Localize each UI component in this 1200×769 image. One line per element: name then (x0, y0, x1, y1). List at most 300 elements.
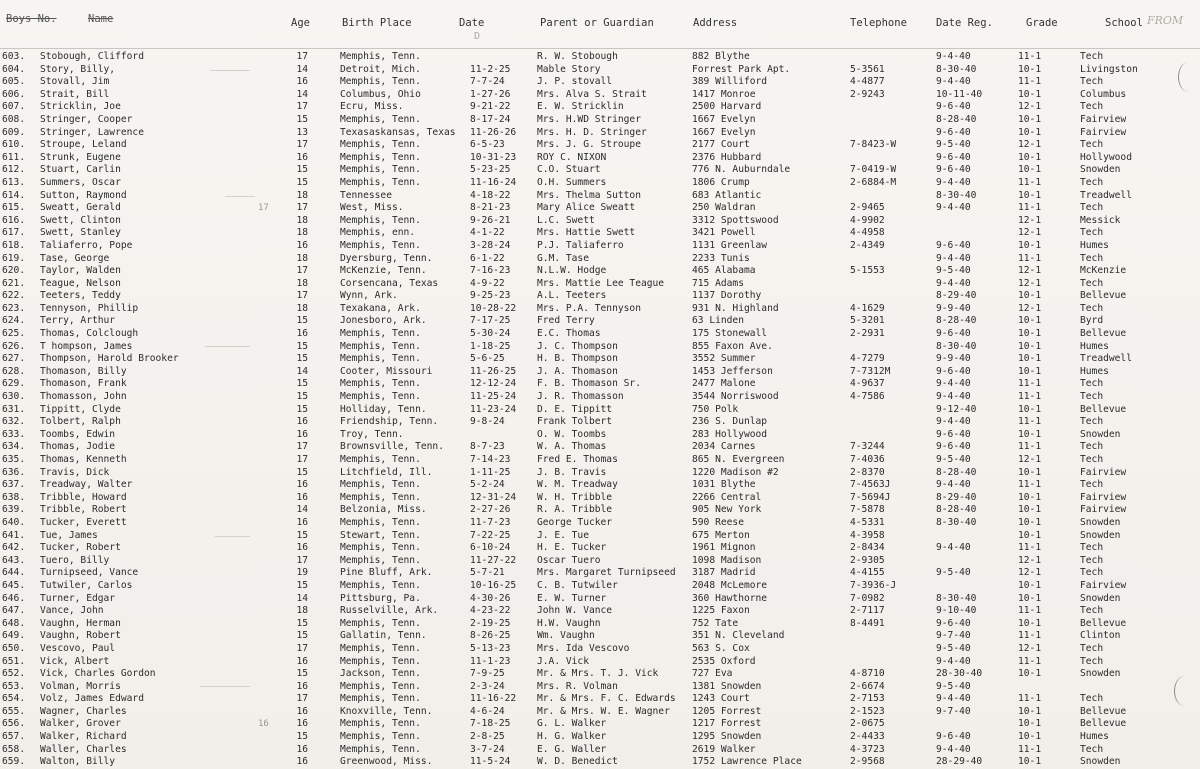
table-row (0, 114, 1200, 127)
grade-cell: 10-1 (1018, 340, 1042, 352)
student-number-cell: 629. (2, 378, 26, 390)
birth-place-cell: Memphis, Tenn. (340, 51, 421, 62)
birth-place-cell: Memphis, Tenn. (340, 239, 421, 251)
parent-guardian-cell: W. M. Treadway (537, 479, 618, 491)
telephone-cell: 4-3958 (850, 529, 885, 541)
date-registered-cell: 9-4-40 (936, 743, 971, 755)
grade-cell: 10-1 (1018, 617, 1042, 629)
grade-cell: 11-1 (1018, 693, 1042, 705)
grade-cell: 11-1 (1018, 391, 1042, 403)
date-registered-cell: 9-4-40 (936, 202, 971, 214)
table-row (0, 89, 1200, 102)
grade-cell: 10-1 (1018, 290, 1042, 302)
table-row (0, 152, 1200, 165)
table-row (0, 278, 1200, 291)
school-from-cell: Tech (1080, 554, 1104, 566)
school-from-cell: Tech (1080, 693, 1104, 705)
address-cell: 1098 Madison (692, 554, 762, 566)
grade-cell: 10-1 (1018, 151, 1042, 163)
school-from-cell: Tech (1080, 51, 1104, 62)
table-row (0, 643, 1200, 656)
parent-guardian-cell: D. E. Tippitt (537, 403, 613, 415)
parent-guardian-cell: R. A. Tribble (537, 504, 613, 516)
birth-place-cell: Pittsburg, Pa. (340, 592, 421, 604)
telephone-cell: 7-4563J (850, 479, 891, 491)
parent-guardian-cell: Mrs. P.A. Tennyson (537, 302, 641, 314)
birth-date-cell: 4-9-22 (470, 277, 505, 289)
birth-date-cell: 1-27-26 (470, 88, 511, 100)
birth-place-cell: Memphis, Tenn. (340, 718, 421, 730)
birth-date-cell: 11-26-25 (470, 365, 517, 377)
birth-place-cell: Memphis, Tenn. (340, 542, 421, 554)
student-name-cell: Vance, John (40, 605, 104, 617)
birth-date-cell: 11-25-24 (470, 391, 517, 403)
student-number-cell: 626. (2, 340, 26, 352)
student-name-cell: Tutwiler, Carlos (40, 579, 133, 591)
grade-cell: 10-1 (1018, 328, 1042, 340)
student-name-cell: T hompson, James (40, 340, 133, 352)
student-name-cell: Thomas, Kenneth (40, 454, 127, 465)
school-from-cell: Columbus (1080, 88, 1127, 100)
age-cell: 18 (296, 214, 308, 226)
age-cell: 19 (296, 567, 308, 579)
telephone-cell: 2-9568 (850, 756, 885, 768)
school-from-cell: Fairview (1080, 504, 1127, 516)
age-cell: 17 (296, 101, 308, 113)
student-name-cell: Thompson, Harold Brooker (40, 353, 179, 365)
student-name-cell: Terry, Arthur (40, 315, 116, 327)
student-number-cell: 649. (2, 630, 26, 642)
birth-place-cell: Memphis, Tenn. (340, 554, 421, 566)
table-row (0, 290, 1200, 303)
age-cell: 17 (296, 454, 308, 465)
student-name-cell: Tuero, Billy (40, 554, 110, 566)
age-cell: 16 (296, 479, 308, 491)
student-name-cell: Volz, James Edward (40, 693, 144, 705)
address-cell: 1381 Snowden (692, 680, 762, 692)
birth-place-cell: Memphis, Tenn. (340, 655, 421, 667)
birth-date-cell: 11-16-24 (470, 176, 517, 188)
table-row (0, 353, 1200, 366)
table-row (0, 618, 1200, 631)
school-from-cell: Livingston (1080, 63, 1138, 75)
grade-cell: 11-1 (1018, 630, 1042, 642)
date-registered-cell: 10-11-40 (936, 88, 983, 100)
table-row (0, 215, 1200, 228)
grade-cell: 11-1 (1018, 378, 1042, 390)
table-row (0, 139, 1200, 152)
telephone-cell: 7-7312M (850, 365, 891, 377)
grade-cell: 11-1 (1018, 416, 1042, 428)
address-cell: 1453 Jefferson (692, 365, 773, 377)
birth-place-cell: Memphis, Tenn. (340, 731, 421, 743)
age-cell: 15 (296, 353, 308, 365)
age-cell: 15 (296, 668, 308, 680)
student-number-cell: 654. (2, 693, 26, 705)
header-birth-place: Birth Place (342, 17, 412, 29)
date-registered-cell: 8-28-40 (936, 315, 977, 327)
student-number-cell: 610. (2, 139, 26, 151)
school-from-cell: Humes (1080, 239, 1109, 251)
date-registered-cell: 9-5-40 (936, 454, 971, 465)
age-cell: 15 (296, 617, 308, 629)
table-row (0, 479, 1200, 492)
school-from-cell: Tech (1080, 567, 1104, 579)
grade-cell: 11-1 (1018, 176, 1042, 188)
address-cell: 2034 Carnes (692, 441, 756, 453)
birth-date-cell: 2-8-25 (470, 731, 505, 743)
school-from-cell: Fairview (1080, 491, 1127, 503)
address-cell: 1217 Forrest (692, 718, 762, 730)
date-registered-cell: 9-4-40 (936, 252, 971, 264)
date-registered-cell: 9-7-40 (936, 705, 971, 717)
age-cell: 14 (296, 88, 308, 100)
birth-date-cell: 9-8-24 (470, 416, 505, 428)
birth-date-cell: 2-27-26 (470, 504, 511, 516)
student-number-cell: 619. (2, 252, 26, 264)
birth-date-cell: 9-21-22 (470, 101, 511, 113)
student-number-cell: 616. (2, 214, 26, 226)
address-cell: 236 S. Dunlap (692, 416, 768, 428)
date-registered-cell: 9-6-40 (936, 617, 971, 629)
student-number-cell: 647. (2, 605, 26, 617)
birth-date-cell: 2-19-25 (470, 617, 511, 629)
parent-guardian-cell: J.A. Vick (537, 655, 589, 667)
birth-date-cell: 7-7-24 (470, 76, 505, 88)
birth-place-cell: Jackson, Tenn. (340, 668, 421, 680)
parent-guardian-cell: Mr. & Mrs. W. E. Wagner (537, 705, 670, 717)
birth-place-cell: Texasaskansas, Texas (340, 126, 456, 138)
student-number-cell: 645. (2, 579, 26, 591)
address-cell: 351 N. Cleveland (692, 630, 785, 642)
parent-guardian-cell: H. B. Thompson (537, 353, 618, 365)
age-cell: 14 (296, 592, 308, 604)
birth-place-cell: Memphis, Tenn. (340, 617, 421, 629)
table-row (0, 378, 1200, 391)
student-name-cell: Tennyson, Phillip (40, 302, 139, 314)
address-cell: 2048 McLemore (692, 579, 768, 591)
student-number-cell: 625. (2, 328, 26, 340)
telephone-cell: 7-0419-W (850, 164, 897, 176)
table-row (0, 240, 1200, 253)
age-cell: 17 (296, 554, 308, 566)
birth-date-cell: 4-1-22 (470, 227, 505, 239)
parent-guardian-cell: H. E. Tucker (537, 542, 607, 554)
age-cell: 15 (296, 403, 308, 415)
table-row (0, 593, 1200, 606)
student-name-cell: Treadway, Walter (40, 479, 133, 491)
age-cell: 15 (296, 529, 308, 541)
telephone-cell: 4-9637 (850, 378, 885, 390)
birth-date-cell: 9-26-21 (470, 214, 511, 226)
date-registered-cell: 9-4-40 (936, 277, 971, 289)
grade-cell: 10-1 (1018, 239, 1042, 251)
birth-place-cell: Memphis, Tenn. (340, 328, 421, 340)
student-number-cell: 614. (2, 189, 26, 201)
table-row (0, 366, 1200, 379)
address-cell: 1806 Crump (692, 176, 750, 188)
school-from-cell: Tech (1080, 542, 1104, 554)
student-number-cell: 605. (2, 76, 26, 88)
age-cell: 15 (296, 340, 308, 352)
header-age: Age (291, 17, 310, 29)
grade-cell: 12-1 (1018, 101, 1042, 113)
birth-date-cell: 6-10-24 (470, 542, 511, 554)
age-cell: 17 (296, 139, 308, 151)
student-name-cell: Wagner, Charles (40, 705, 127, 717)
parent-guardian-cell: N.L.W. Hodge (537, 265, 607, 277)
parent-guardian-cell: Fred Terry (537, 315, 595, 327)
date-registered-cell: 9-5-40 (936, 265, 971, 277)
address-cell: 360 Hawthorne (692, 592, 768, 604)
student-number-cell: 657. (2, 731, 26, 743)
telephone-cell: 2-8434 (850, 542, 885, 554)
birth-place-cell: Cooter, Missouri (340, 365, 433, 377)
student-number-cell: 648. (2, 617, 26, 629)
table-row (0, 580, 1200, 593)
header-date-sub: D (474, 31, 481, 42)
table-row (0, 315, 1200, 328)
table-row (0, 101, 1200, 114)
date-registered-cell: 8-29-40 (936, 491, 977, 503)
telephone-cell: 7-8423-W (850, 139, 897, 151)
grade-cell: 10-1 (1018, 403, 1042, 415)
school-from-cell: Snowden (1080, 428, 1121, 440)
student-number-cell: 653. (2, 680, 26, 692)
student-name-cell: Tucker, Robert (40, 542, 121, 554)
birth-date-cell: 3-28-24 (470, 239, 511, 251)
table-row (0, 630, 1200, 643)
school-from-cell: McKenzie (1080, 265, 1127, 277)
parent-guardian-cell: Mr. & Mrs. F. C. Edwards (537, 693, 676, 705)
student-name-cell: Taliaferro, Pope (40, 239, 133, 251)
grade-cell: 12-1 (1018, 567, 1042, 579)
age-cell: 15 (296, 391, 308, 403)
table-row (0, 177, 1200, 190)
table-row (0, 227, 1200, 240)
student-name-cell: Taylor, Walden (40, 265, 121, 277)
grade-cell: 11-1 (1018, 655, 1042, 667)
student-number-cell: 646. (2, 592, 26, 604)
telephone-cell: 4-4958 (850, 227, 885, 239)
column-header (0, 0, 1200, 49)
birth-place-cell: Corsencana, Texas (340, 277, 439, 289)
address-cell: 2266 Central (692, 491, 762, 503)
table-row (0, 202, 1200, 215)
telephone-cell: 2-9465 (850, 202, 885, 214)
parent-guardian-cell: Mrs. R. Volman (537, 680, 618, 692)
student-number-cell: 630. (2, 391, 26, 403)
age-cell: 17 (296, 290, 308, 302)
telephone-cell: 4-4155 (850, 567, 885, 579)
student-number-cell: 658. (2, 743, 26, 755)
age-cell: 16 (296, 416, 308, 428)
student-name-cell: Vescovo, Paul (40, 642, 116, 654)
table-row (0, 127, 1200, 140)
parent-guardian-cell: J. B. Travis (537, 466, 607, 478)
student-name-cell: Tippitt, Clyde (40, 403, 121, 415)
address-cell: 3421 Powell (692, 227, 756, 239)
telephone-cell: 8-4491 (850, 617, 885, 629)
age-cell: 18 (296, 277, 308, 289)
student-number-cell: 622. (2, 290, 26, 302)
table-row (0, 441, 1200, 454)
student-number-cell: 631. (2, 403, 26, 415)
age-cell: 15 (296, 176, 308, 188)
parent-guardian-cell: O.H. Summers (537, 176, 607, 188)
student-name-cell: Thomason, Frank (40, 378, 127, 390)
age-cell: 15 (296, 378, 308, 390)
student-number-cell: 652. (2, 668, 26, 680)
parent-guardian-cell: C. B. Tutwiler (537, 579, 618, 591)
school-from-cell: Tech (1080, 454, 1104, 465)
table-row (0, 64, 1200, 77)
parent-guardian-cell: Mrs. J. G. Stroupe (537, 139, 641, 151)
student-name-cell: Thomas, Jodie (40, 441, 116, 453)
student-number-cell: 615. (2, 202, 26, 214)
table-row (0, 303, 1200, 316)
grade-cell: 10-1 (1018, 88, 1042, 100)
birth-place-cell: Memphis, Tenn. (340, 579, 421, 591)
address-cell: 855 Faxon Ave. (692, 340, 773, 352)
address-cell: 2177 Court (692, 139, 750, 151)
grade-cell: 10-1 (1018, 126, 1042, 138)
telephone-cell: 2-9243 (850, 88, 885, 100)
age-cell: 17 (296, 51, 308, 62)
student-name-cell: Tolbert, Ralph (40, 416, 121, 428)
student-number-cell: 637. (2, 479, 26, 491)
table-row (0, 467, 1200, 480)
telephone-cell: 4-7279 (850, 353, 885, 365)
telephone-cell: 4-1629 (850, 302, 885, 314)
date-registered-cell: 9-6-40 (936, 731, 971, 743)
student-number-cell: 609. (2, 126, 26, 138)
student-name-cell: Story, Billy, (40, 63, 116, 75)
birth-place-cell: Knoxville, Tenn. (340, 705, 433, 717)
telephone-cell: 2-8370 (850, 466, 885, 478)
student-table (0, 51, 1200, 769)
grade-cell: 10-1 (1018, 504, 1042, 516)
parent-guardian-cell: Mr. & Mrs. T. J. Vick (537, 668, 659, 680)
student-number-cell: 635. (2, 454, 26, 465)
parent-guardian-cell: George Tucker (537, 516, 613, 528)
age-cell: 16 (296, 516, 308, 528)
birth-date-cell: 12-12-24 (470, 378, 517, 390)
birth-place-cell: Memphis, Tenn. (340, 76, 421, 88)
school-from-cell: Snowden (1080, 516, 1121, 528)
address-cell: 931 N. Highland (692, 302, 779, 314)
student-name-cell: Stroupe, Leland (40, 139, 127, 151)
header-grade: Grade (1026, 17, 1058, 29)
address-cell: 1137 Dorothy (692, 290, 762, 302)
date-registered-cell: 9-4-40 (936, 655, 971, 667)
address-cell: 1131 Greenlaw (692, 239, 768, 251)
address-cell: 1243 Court (692, 693, 750, 705)
birth-place-cell: Memphis, Tenn. (340, 454, 421, 465)
birth-date-cell: 11-23-24 (470, 403, 517, 415)
header-date-reg: Date Reg. (936, 17, 993, 29)
header-parent: Parent or Guardian (540, 17, 654, 29)
birth-place-cell: Gallatin, Tenn. (340, 630, 427, 642)
birth-date-cell: 4-18-22 (470, 189, 511, 201)
telephone-cell: 5-1553 (850, 265, 885, 277)
student-number-cell: 606. (2, 88, 26, 100)
date-registered-cell: 9-5-40 (936, 680, 971, 692)
grade-cell: 12-1 (1018, 642, 1042, 654)
age-cell: 14 (296, 504, 308, 516)
birth-date-cell: 11-5-24 (470, 756, 511, 768)
birth-date-cell: 7-16-23 (470, 265, 511, 277)
student-number-cell: 633. (2, 428, 26, 440)
address-cell: 1205 Forrest (692, 705, 762, 717)
parent-guardian-cell: L.C. Swett (537, 214, 595, 226)
grade-cell: 10-1 (1018, 428, 1042, 440)
birth-date-cell: 12-31-24 (470, 491, 517, 503)
school-from-cell: Snowden (1080, 668, 1121, 680)
parent-guardian-cell: Mrs. H. D. Stringer (537, 126, 647, 138)
birth-place-cell: McKenzie, Tenn. (340, 265, 427, 277)
birth-date-cell: 1-18-25 (470, 340, 511, 352)
school-from-cell: Tech (1080, 655, 1104, 667)
address-cell: 675 Merton (692, 529, 750, 541)
address-cell: 1667 Evelyn (692, 126, 756, 138)
school-from-cell: Messick (1080, 214, 1121, 226)
student-number-cell: 632. (2, 416, 26, 428)
date-registered-cell: 9-9-40 (936, 353, 971, 365)
student-number-cell: 659. (2, 756, 26, 768)
birth-date-cell: 4-6-24 (470, 705, 505, 717)
binder-hole-mark (1174, 676, 1195, 706)
birth-date-cell: 6-5-23 (470, 139, 505, 151)
birth-date-cell: 8-21-23 (470, 202, 511, 214)
address-cell: 563 S. Cox (692, 642, 750, 654)
birth-place-cell: West, Miss. (340, 202, 404, 214)
birth-date-cell: 4-30-26 (470, 592, 511, 604)
birth-place-cell: Memphis, Tenn. (340, 340, 421, 352)
address-cell: 63 Linden (692, 315, 744, 327)
address-cell: Forrest Park Apt. (692, 63, 791, 75)
birth-place-cell: Memphis, Tenn. (340, 353, 421, 365)
age-cell: 18 (296, 302, 308, 314)
grade-cell: 11-1 (1018, 76, 1042, 88)
address-cell: 590 Reese (692, 516, 744, 528)
student-number-cell: 642. (2, 542, 26, 554)
student-name-cell: Tase, George (40, 252, 110, 264)
school-from-cell: Bellevue (1080, 718, 1127, 730)
parent-guardian-cell: J. P. stovall (537, 76, 613, 88)
student-name-cell: Swett, Clinton (40, 214, 121, 226)
date-registered-cell: 9-10-40 (936, 605, 977, 617)
student-number-cell: 620. (2, 265, 26, 277)
date-registered-cell: 9-6-40 (936, 328, 971, 340)
date-registered-cell: 9-4-40 (936, 542, 971, 554)
birth-date-cell: 8-7-23 (470, 441, 505, 453)
grade-cell: 11-1 (1018, 605, 1042, 617)
school-from-cell: Hollywood (1080, 151, 1132, 163)
address-cell: 727 Eva (692, 668, 733, 680)
age-cell: 15 (296, 579, 308, 591)
telephone-cell: 4-5331 (850, 516, 885, 528)
telephone-cell: 2-7117 (850, 605, 885, 617)
school-from-cell: Tech (1080, 202, 1104, 214)
telephone-cell: 2-1523 (850, 705, 885, 717)
school-from-cell: Tech (1080, 605, 1104, 617)
address-cell: 175 Stonewall (692, 328, 768, 340)
age-cell: 17 (296, 693, 308, 705)
student-name-cell: Stringer, Lawrence (40, 126, 144, 138)
table-row (0, 416, 1200, 429)
birth-date-cell: 10-28-22 (470, 302, 517, 314)
